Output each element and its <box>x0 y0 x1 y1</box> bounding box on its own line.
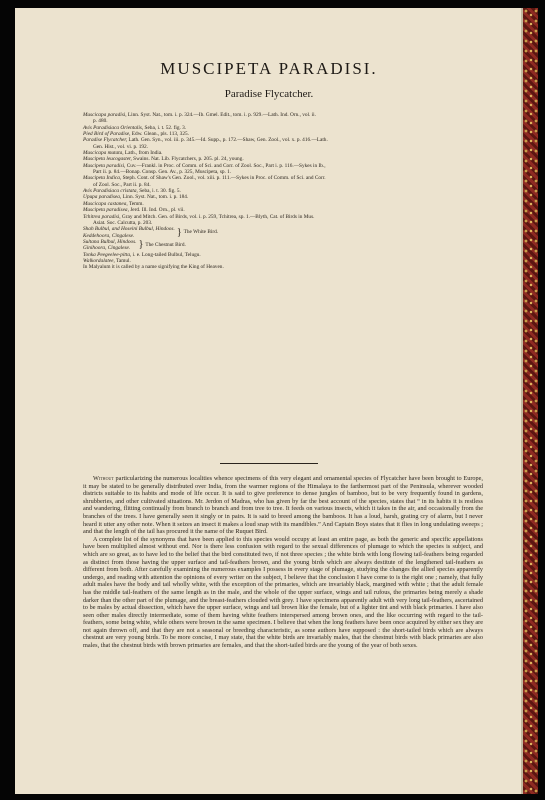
synonym-name: Muscicapa paradisi, <box>83 112 127 118</box>
synonym-name: Avis Paradisiaca Orientalis, <box>83 124 144 131</box>
synonym-reference: Tamul. <box>114 257 131 264</box>
vernacular-name: Sultana Bulbul, Hindoos. <box>83 238 137 245</box>
vernacular-name: Keddehoora, Cingalese. <box>83 232 135 239</box>
vernacular-white-group <box>83 226 473 239</box>
synonym-reference: In Malyalum it is called by a name signifying the King of Heaven. <box>83 264 224 271</box>
synonym-reference: Temm. <box>127 200 144 207</box>
paragraph-text: particularizing the numerous localities whence specimens of this very elegant and ornamental species of Flycatcher have been brought to Europe, it may be stated to be generally distributed over India, from the warmer regions of the Himalaya to the farthermost part of the Peninsula, wherever wooded districts suitable to its habits and mode of life occur. It is said to give preference to dense jungles of bamboo, but to be very frequently found in gardens, shrubberies, and other cultivated situations. Mr. Jerdon of Madras, who has given by far the best account of the species, states that “ in its habits it is restless and wandering, flitting continually from branch to branch and from tree to tree. It feeds on various insects, which it takes in the air, and occasionally from the branches of the trees. I have generally seen it singly or in pairs. It is said to breed among the bamboos. It has a loud, harsh, grating cry of alarm, but I never heard it utter any other note. When it seizes an insect it makes a loud snap with its mandibles.” And Captain Boys states that it flies in long undulating sweeps ; and that the length of the tail has procured it the name of the Ruquet Bird. <box>83 475 483 536</box>
lead-word: Without <box>93 475 114 482</box>
synonym-reference: Jerd. Ill. Ind. Orn., pl. vii. <box>128 207 185 214</box>
synonym-reference: p. 480. <box>93 118 108 125</box>
brace-icon: } <box>176 226 182 238</box>
synonym-reference: Gray and Mitch. Gen. of Birds, vol. i. p. 259, Tchitrea, sp. 1.—Blyth, Cat. of Birds in Mus. <box>120 213 315 220</box>
synonym-name: Paradise Flycatcher, <box>83 137 128 144</box>
synonym-name: Muscipeta Indica, <box>83 175 122 182</box>
synonym-name: Walkordalatee, <box>83 257 115 264</box>
synonym-reference: Lath., from India. <box>123 150 163 157</box>
synonym-reference: Linn. Syst. Nat., tom. i. p. 324.—Ib. Gmel. Edit., tom. i. p. 929.—Lath. Ind. Orn., vol. ii. <box>126 112 316 118</box>
vernacular-label: The Chestnut Bird. <box>145 242 186 249</box>
body-paragraph: A complete list of the synonyms that have been applied to this species would occupy at least an entire page, as both the generic and specific appellations have been multiplied almost without end. Nor is there less confusion with regard to the sexual differences of plumage to which the species is subject, and which are so great, as to have led to the belief that the bird constituted two, if not three species ; the white birds with long flowing tail-feathers being regarded as distinct from those having the upper surface and tail-feathers brown, and the young birds which are always destitute of the lengthened tail-feathers as different from both. After carefully examining the numerous examples I possess in every stage of plumage, studying the changes the allied species apparently undergo, and reading with attention the opinions of every writer on the subject, I believe that the conclusion I have come to is the right one ; namely, that fully adult males have the body and tail wholly white, with the exception of the primaries, which are invariably black, margined with white ; that the adult female has the middle tail-feathers of the same length as in the male, and the whole of the upper surface, wings and tail rufous, the primaries being merely a shade darker than the other part of the plumage, and the breast-feathers clouded with grey. I have specimens apparently adult with very long tail-feathers, ascertained to be males by actual dissection, which have the upper surface, wings and tail brown like the female, but of a lighter tint and with black primaries. I have also seen other males directly intermediate, some of them having white feathers interspersed among brown ones, and the like occurring with regard to the tail-feathers, some being white, while others were brown in the same specimen. I believe that when the long feathers have been once acquired by either sex they are not again thrown off, and that they are not a seasonal or breeding characteristic, as some authors have supposed : the short-tailed birds which are always chestnut are very young birds. To be more concise, I may state, that the white birds are invariably males, that the chestnut birds with black primaries are also males, that the chestnut birds with brown primaries are females, and that the short-tailed birds are the young of the year of both sexes. <box>83 535 483 650</box>
vernacular-name: Shah Bulbul, and Hoseini Bulbul, Hindoos. <box>83 226 175 233</box>
body-text <box>83 475 483 650</box>
synonym-reference: Seba, i. t. 52. fig. 3. <box>143 124 187 131</box>
synonym-name: Muscicapa mutata, <box>83 150 124 157</box>
synonym-reference: Seba, i. t. 30. fig. 5. <box>137 188 181 195</box>
synonym-name: Pied Bird of Paradise, <box>83 131 131 138</box>
page-subtitle: Paradise Flycatcher. <box>224 88 314 100</box>
body-paragraph <box>83 475 483 536</box>
page-title: MUSCIPETA PARADISI. <box>160 59 378 78</box>
synonym-reference: Cuv.—Frankl. in Proc. of Comm. of Sci. and Corr. of Zool. Soc., Part i. p. 116.—Sykes in Ib., <box>125 162 326 169</box>
synonym-name: Tonka Peegeelee-pitta, <box>83 251 132 258</box>
brace-icon: } <box>138 239 144 251</box>
marbled-edge <box>523 8 538 794</box>
section-divider <box>220 463 318 464</box>
synonym-reference: Lath. Gen. Syn., vol. iii. p. 345.—Id. Supp., p. 172.—Shaw, Gen. Zool., vol. x. p. 416.—Lath. <box>127 137 328 144</box>
synonym-line <box>83 264 473 270</box>
synonym-reference: Swains. Nat. Lib. Flycatchers, p. 205. pl. 24, young. <box>131 156 244 163</box>
vernacular-label: The White Bird. <box>183 229 219 236</box>
synonym-name: Muscicapa castanea, <box>83 200 128 207</box>
synonym-name: Avis Paradisiaca cristata, <box>83 188 138 195</box>
synonym-reference: Steph. Cont. of Shaw's Gen. Zool., vol. xiii. p. 111.—Sykes in Proc. of Comm. of Sci. and Corr. <box>121 175 326 182</box>
synonym-reference: Edw. Glean., pls. 113, 325. <box>130 131 189 138</box>
synonym-reference: i. e. Long-tailed Bulbul, Telugu. <box>131 251 201 258</box>
synonym-name: Muscipeta leucogaster, <box>83 156 132 163</box>
synonym-reference: of Zool. Soc., Part ii. p. 84. <box>93 181 151 188</box>
synonym-name: Upupa paradisea, <box>83 194 122 201</box>
book-page <box>15 8 523 794</box>
vernacular-name: Ginihoora, Cingalese. <box>83 245 131 252</box>
synonymy-list <box>83 112 473 271</box>
synonym-reference: Linn. Syst. Nat., tom. i. p. 184. <box>121 194 189 201</box>
synonym-name: Muscipeta paradisea, <box>83 207 129 214</box>
synonym-reference: Gen. Hist., vol. vi. p. 192. <box>93 143 149 150</box>
synonym-reference: Asiat. Soc. Calcutta, p. 203. <box>93 219 153 226</box>
synonym-name: Tchitrea paradisi, <box>83 213 121 220</box>
synonym-name: Muscipeta paradisi, <box>83 162 126 169</box>
vernacular-chestnut-group <box>83 239 473 252</box>
synonym-reference: Part ii. p. 84.—Bonap. Consp. Gen. Av., p. 325, Muscipeta, sp. 1. <box>93 169 232 176</box>
